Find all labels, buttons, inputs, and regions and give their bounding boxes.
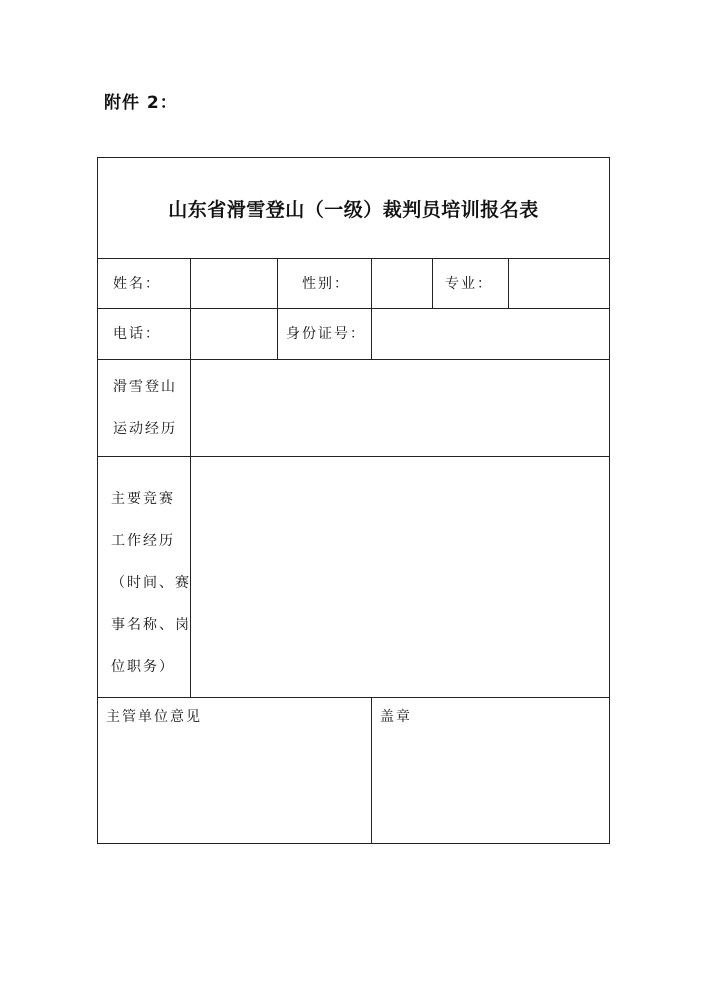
registration-form-table bbox=[97, 157, 610, 844]
divider bbox=[277, 258, 278, 359]
divider bbox=[432, 258, 433, 308]
experience-field[interactable] bbox=[191, 360, 609, 456]
competition-label-line: 事名称、岗 bbox=[111, 617, 191, 633]
seal-area[interactable] bbox=[372, 698, 609, 843]
phone-label: 电话： bbox=[113, 326, 161, 342]
supervisor-opinion-area[interactable] bbox=[98, 698, 371, 843]
competition-label-line: 位职务） bbox=[111, 659, 175, 675]
gender-label: 性别： bbox=[302, 276, 350, 292]
experience-label bbox=[113, 366, 177, 450]
seal-label: 盖章 bbox=[380, 709, 412, 725]
gender-field[interactable] bbox=[372, 259, 432, 308]
experience-label-line: 滑雪登山 bbox=[113, 379, 177, 395]
experience-label-line: 运动经历 bbox=[113, 421, 177, 437]
name-field[interactable] bbox=[191, 259, 277, 308]
phone-field[interactable] bbox=[191, 309, 277, 359]
form-title: 山东省滑雪登山（一级）裁判员培训报名表 bbox=[168, 198, 539, 221]
name-label: 姓名： bbox=[113, 276, 161, 292]
supervisor-opinion-label: 主管单位意见 bbox=[106, 709, 202, 725]
competition-label-line: 主要竞赛 bbox=[111, 491, 175, 507]
major-field[interactable] bbox=[509, 259, 609, 308]
competition-label bbox=[111, 478, 191, 688]
id-number-label: 身份证号： bbox=[286, 326, 366, 342]
competition-label-line: 工作经历 bbox=[111, 533, 175, 549]
attachment-label: 附件 2： bbox=[104, 93, 178, 113]
competition-field[interactable] bbox=[191, 457, 609, 697]
major-label: 专业： bbox=[445, 276, 493, 292]
competition-label-line: （时间、赛 bbox=[111, 575, 191, 591]
id-number-field[interactable] bbox=[372, 309, 609, 359]
